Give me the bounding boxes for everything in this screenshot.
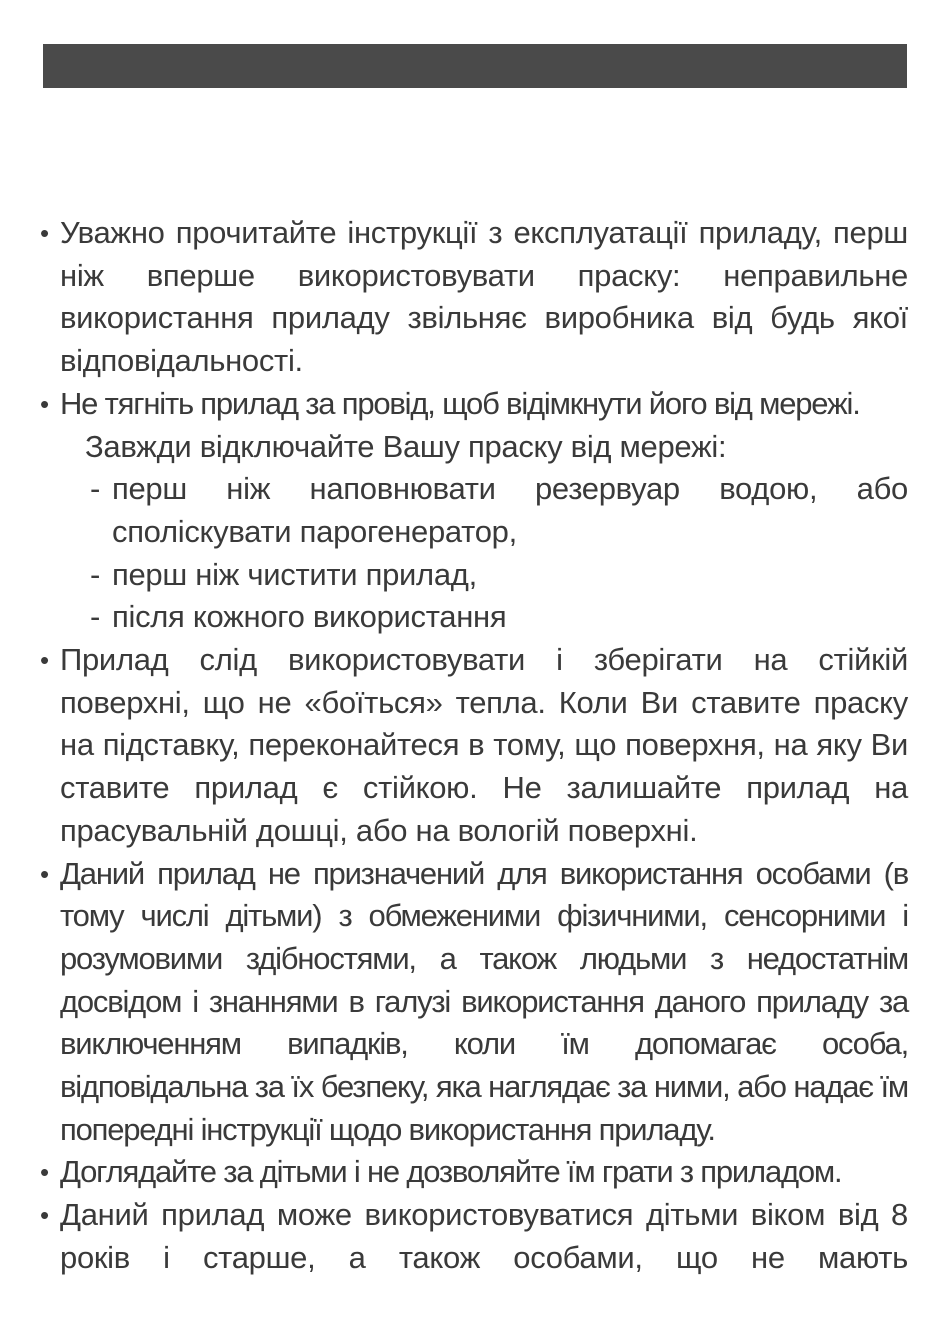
list-item-text: Не тягніть прилад за провід, щоб відімкнути його від мережі. bbox=[60, 385, 860, 421]
list-item-text: Даний прилад може використовуватися дітьми віком від 8 років і старше, а також особами, що не мають bbox=[60, 1197, 908, 1275]
list-item bbox=[40, 212, 908, 383]
list-item-text: Уважно прочитайте інструкції з експлуатації приладу, перш ніж вперше використовувати праску: неправильне використання приладу звільняє виробника від будь якої відповідальності. bbox=[60, 215, 908, 379]
list-item bbox=[40, 1194, 908, 1279]
list-item bbox=[40, 383, 908, 639]
bullet-mark: • bbox=[40, 1200, 49, 1231]
bullet-mark: • bbox=[40, 1157, 49, 1188]
bullet-mark: • bbox=[40, 388, 49, 419]
list-item bbox=[40, 1151, 908, 1194]
list-item-text: Доглядайте за дітьми і не дозволяйте їм грати з приладом. bbox=[60, 1154, 842, 1190]
bullet-mark: • bbox=[40, 645, 49, 676]
bullet-mark: • bbox=[40, 218, 49, 248]
list-item bbox=[40, 853, 908, 1152]
dash-item-text: після кожного використання bbox=[112, 599, 507, 635]
dash-item bbox=[90, 596, 908, 639]
list-item bbox=[40, 639, 908, 853]
dash-mark: - bbox=[90, 471, 101, 507]
subtext: Завжди відключайте Вашу праску від мережі: bbox=[85, 428, 727, 464]
dash-mark: - bbox=[90, 556, 101, 592]
instructions-list bbox=[40, 212, 908, 1280]
list-item-text: Даний прилад не призначений для використання особами (в тому числі дітьми) з обмеженими фізичними, сенсорними і розумовими здібностями, а також людьми з недостатнім досвідом і знаннями в галузі використання даного приладу за виключенням випадків, коли їм допомагає особа, відповідальна за їх безпеку, яка наглядає за ними, або надає їм попередні інструкції щодо використання приладу. bbox=[60, 855, 908, 1147]
dash-item bbox=[90, 554, 908, 597]
list-item-subtext bbox=[60, 426, 908, 640]
dash-item-text: перш ніж чистити прилад, bbox=[112, 556, 477, 592]
bullet-mark: • bbox=[40, 858, 49, 889]
header-bar bbox=[43, 44, 907, 88]
dash-item-text: перш ніж наповнювати резервуар водою, або споліскувати парогенератор, bbox=[112, 471, 908, 549]
list-item-text: Прилад слід використовувати і зберігати на стійкій поверхні, що не «боїться» тепла. Коли Ви ставите праску на підставку, переконайтеся в тому, що поверхня, на яку Ви ставите прилад є стійкою. Не залишайте прилад на прасувальній дошці, або на вологій поверхні. bbox=[60, 642, 908, 848]
dash-mark: - bbox=[90, 599, 101, 635]
dash-item bbox=[90, 468, 908, 553]
